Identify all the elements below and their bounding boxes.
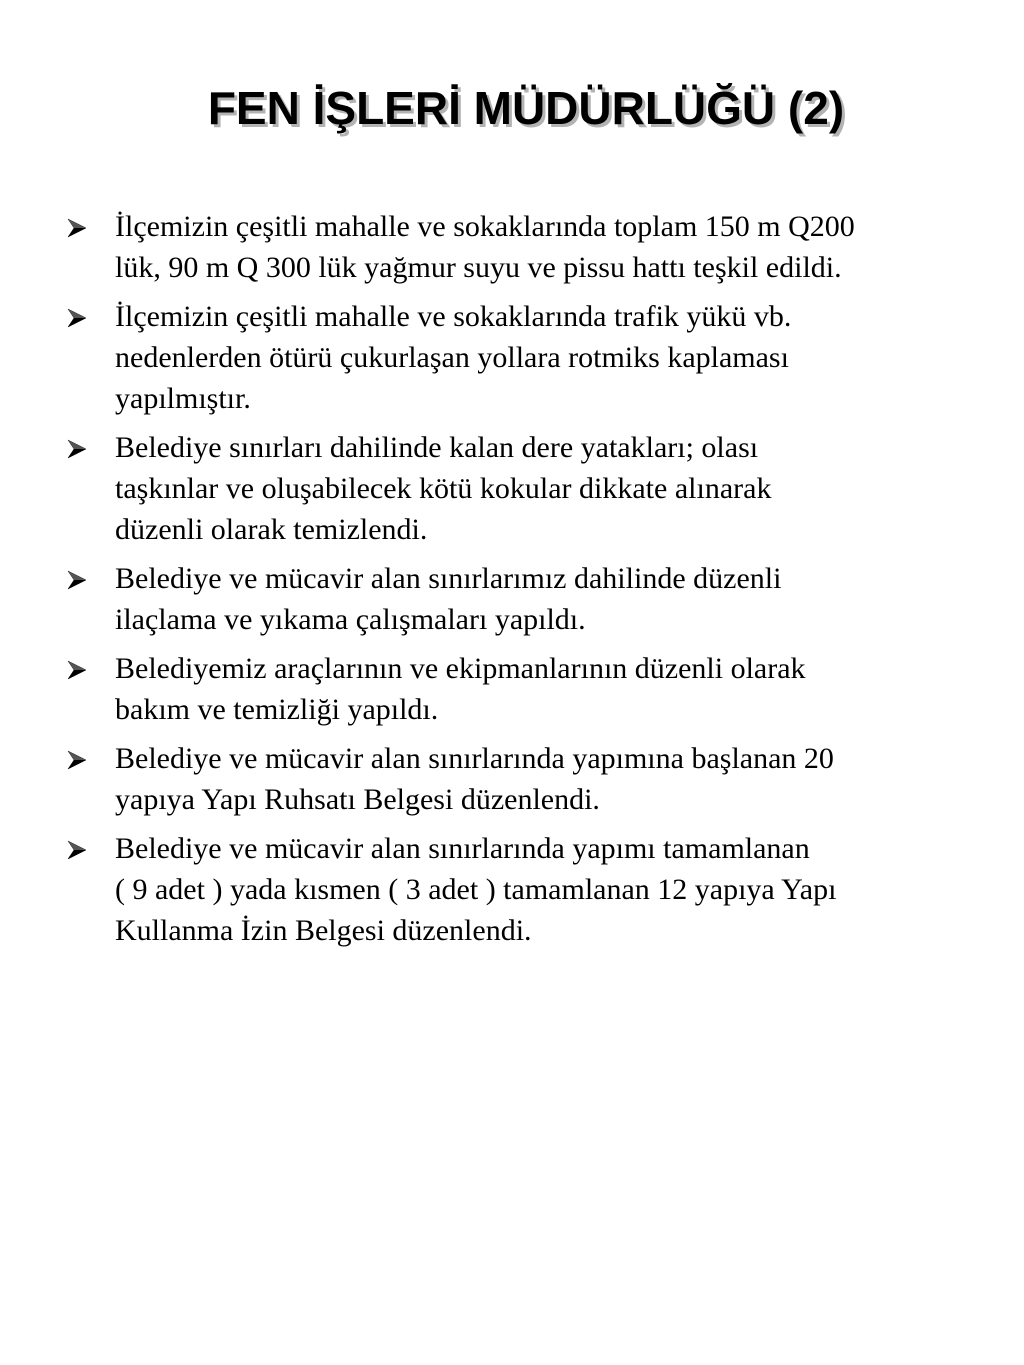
list-item	[62, 738, 982, 820]
bullet-text: Belediye ve mücavir alan sınırlarında yapımı tamamlanan ( 9 adet ) yada kısmen ( 3 adet ) tamamlanan 12 yapıya Yapı Kullanma İzin Belgesi düzenlendi.	[115, 832, 837, 947]
arrow-bullet-icon	[67, 570, 87, 590]
bullet-text: İlçemizin çeşitli mahalle ve sokaklarında trafik yükü vb. nedenlerden ötürü çukurlaşan yollara rotmiks kaplaması yapılmıştır.	[115, 300, 792, 415]
arrow-bullet-icon	[67, 660, 87, 680]
bullet-text: İlçemizin çeşitli mahalle ve sokaklarında toplam 150 m Q200 lük, 90 m Q 300 lük yağmur suyu ve pissu hattı teşkil edildi.	[115, 210, 855, 284]
bullet-text: Belediye sınırları dahilinde kalan dere yatakları; olası taşkınlar ve oluşabilecek kötü kokular dikkate alınarak düzenli olarak temizlendi.	[115, 431, 772, 546]
bullet-list	[62, 206, 982, 959]
bullet-text: Belediye ve mücavir alan sınırlarında yapımına başlanan 20 yapıya Yapı Ruhsatı Belgesi düzenlendi.	[115, 742, 834, 816]
arrow-bullet-icon	[67, 439, 87, 459]
arrow-bullet-icon	[67, 308, 87, 328]
list-item	[62, 296, 982, 419]
list-item	[62, 206, 982, 288]
slide-title: FEN İŞLERİ MÜDÜRLÜĞÜ (2)	[207, 82, 845, 134]
arrow-bullet-icon	[67, 840, 87, 860]
arrow-bullet-icon	[67, 218, 87, 238]
list-item	[62, 427, 982, 550]
list-item	[62, 558, 982, 640]
list-item	[62, 648, 982, 730]
list-item	[62, 828, 982, 951]
bullet-text: Belediyemiz araçlarının ve ekipmanlarının düzenli olarak bakım ve temizliği yapıldı.	[115, 652, 806, 726]
bullet-text: Belediye ve mücavir alan sınırlarımız dahilinde düzenli ilaçlama ve yıkama çalışmaları yapıldı.	[115, 562, 782, 636]
arrow-bullet-icon	[67, 750, 87, 770]
